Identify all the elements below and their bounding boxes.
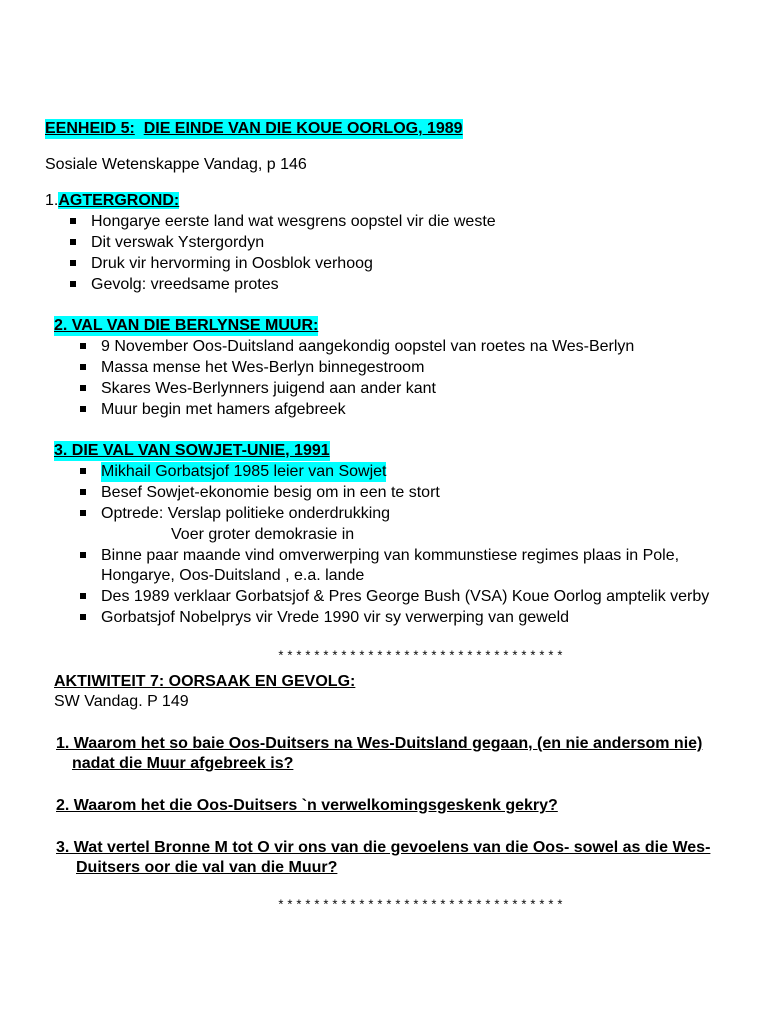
bullet-icon <box>70 281 76 287</box>
bullet-icon <box>80 593 86 599</box>
bullet-icon <box>80 343 86 349</box>
list-item: Gorbatsjof Nobelprys vir Vrede 1990 vir sy verwerping van geweld <box>101 609 570 626</box>
question-2: 2. Waarom het die Oos-Duitsers `n verwelkomingsgeskenk gekry? <box>56 797 558 814</box>
bullet-icon <box>70 239 76 245</box>
unit-title-text: DIE EINDE VAN DIE KOUE OORLOG, 1989 <box>143 120 463 137</box>
bullet-icon <box>80 489 86 495</box>
separator-top: ******************************** <box>277 649 566 664</box>
bullet-icon <box>80 406 86 412</box>
list-item: Mikhail Gorbatsjof 1985 leier van Sowjet <box>101 463 387 480</box>
list-item: Optrede: Verslap politieke onderdrukking <box>101 505 391 522</box>
section1-heading <box>45 191 179 211</box>
list-item: 9 November Oos-Duitsland aangekondig oopstel van roetes na Wes-Berlyn <box>101 338 635 355</box>
list-item-continuation: Hongarye, Oos-Duitsland , e.a. lande <box>101 567 365 584</box>
bullet-icon <box>80 468 86 474</box>
bullet-icon <box>80 364 86 370</box>
bullet-icon <box>80 385 86 391</box>
unit-title <box>45 119 463 139</box>
question-3-continuation: Duitsers oor die val van die Muur? <box>76 859 338 876</box>
activity-source: SW Vandag. P 149 <box>54 693 189 710</box>
question-1-continuation: nadat die Muur afgebreek is? <box>72 755 294 772</box>
question-3: 3. Wat vertel Bronne M tot O vir ons van die gevoelens van die Oos- sowel as die Wes- <box>56 839 711 856</box>
section1-title: AGTERGROND: <box>58 192 180 209</box>
section2-heading: 2. VAL VAN DIE BERLYNSE MUUR: <box>54 317 319 334</box>
question-1: 1. Waarom het so baie Oos-Duitsers na Wes-Duitsland gegaan, (en nie andersom nie) <box>56 735 703 752</box>
list-item: Massa mense het Wes-Berlyn binnegestroom <box>101 359 425 376</box>
list-item: Des 1989 verklaar Gorbatsjof & Pres George Bush (VSA) Koue Oorlog amptelik verby <box>101 588 710 605</box>
list-item: Binne paar maande vind omverwerping van kommunstiese regimes plaas in Pole, <box>101 547 680 564</box>
activity-title: AKTIWITEIT 7: OORSAAK EN GEVOLG: <box>54 673 356 690</box>
separator-bottom: ******************************** <box>277 898 566 913</box>
list-item: Besef Sowjet-ekonomie besig om in een te stort <box>101 484 440 501</box>
list-item: Hongarye eerste land wat wesgrens oopstel vir die weste <box>91 213 496 230</box>
list-item: Druk vir hervorming in Oosblok verhoog <box>91 255 373 272</box>
unit-title-prefix: EENHEID 5: <box>45 120 135 137</box>
bullet-icon <box>80 510 86 516</box>
list-item: Muur begin met hamers afgebreek <box>101 401 346 418</box>
list-item: Dit verswak Ystergordyn <box>91 234 265 251</box>
list-item-continuation: Voer groter demokrasie in <box>171 526 355 543</box>
source-reference: Sosiale Wetenskappe Vandag, p 146 <box>45 156 307 173</box>
bullet-icon <box>70 218 76 224</box>
section1-number: 1. <box>45 192 59 209</box>
bullet-icon <box>80 614 86 620</box>
list-item: Gevolg: vreedsame protes <box>91 276 279 293</box>
bullet-icon <box>70 260 76 266</box>
bullet-icon <box>80 552 86 558</box>
section3-heading: 3. DIE VAL VAN SOWJET-UNIE, 1991 <box>54 442 330 459</box>
list-item: Skares Wes-Berlynners juigend aan ander kant <box>101 380 436 397</box>
